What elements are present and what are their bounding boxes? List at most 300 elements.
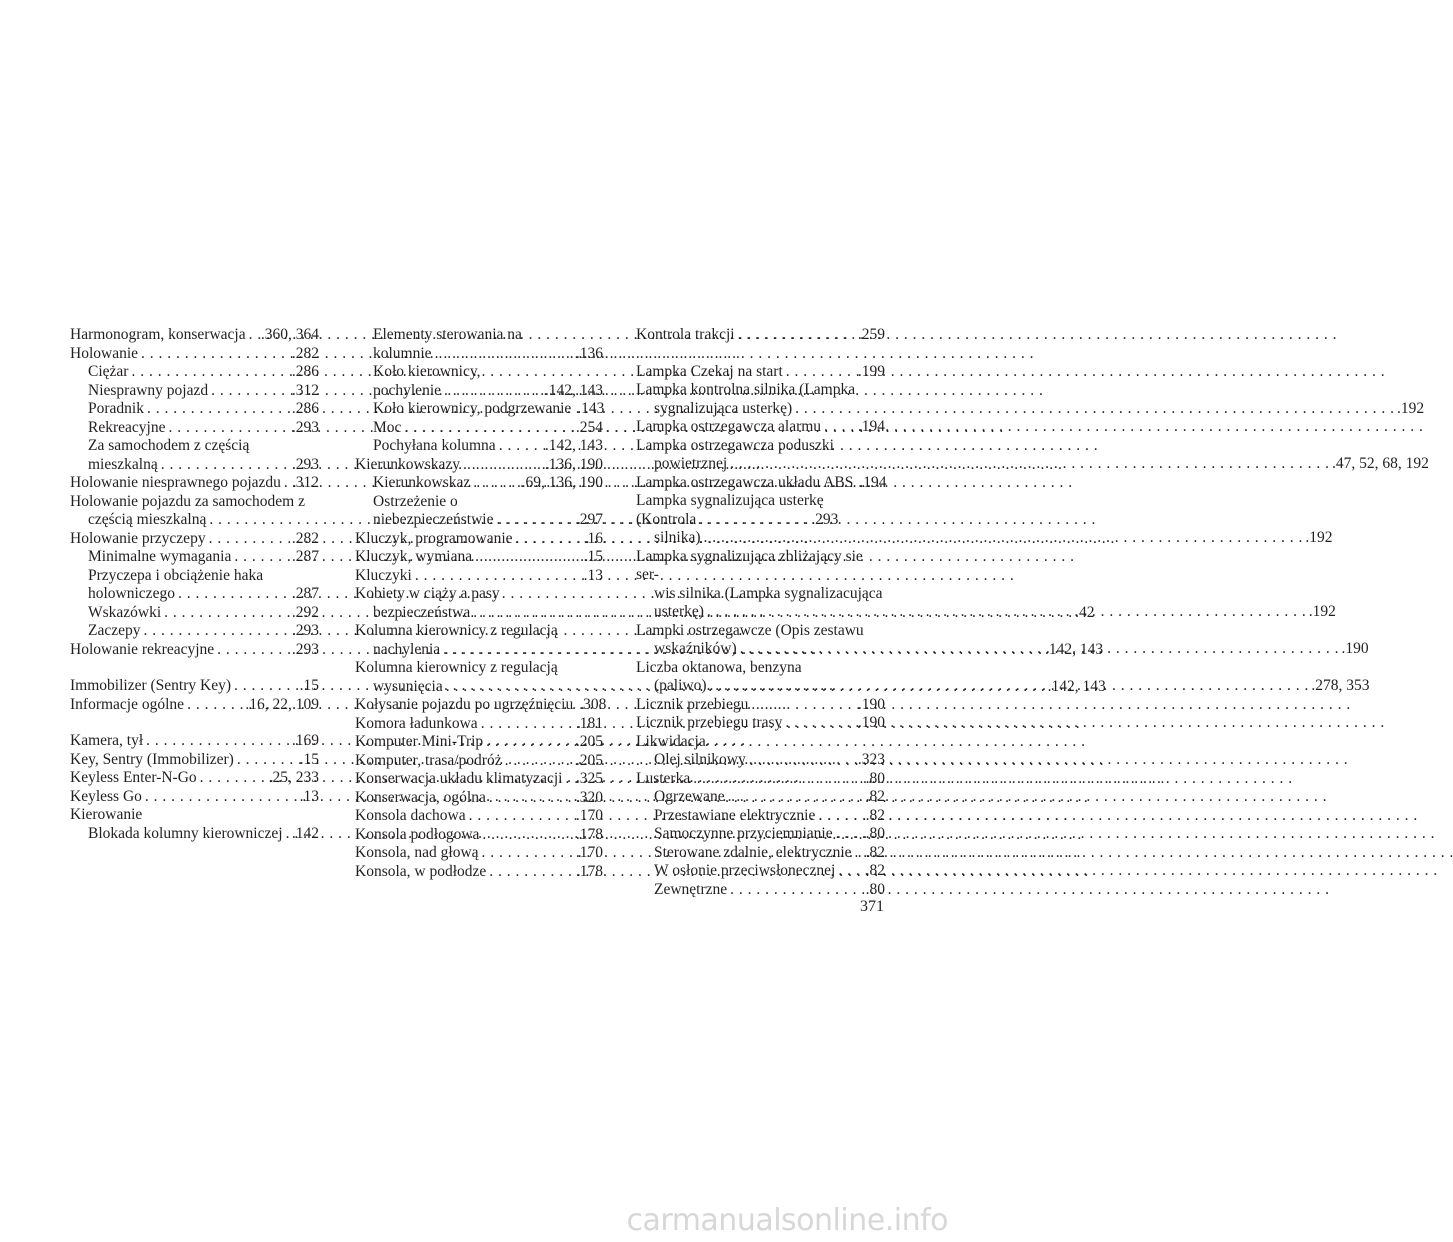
index-subentry [636,825,885,844]
index-entry-line [373,474,603,493]
entry-term-first-line: Lampka ostrzegawcza poduszki [636,436,834,454]
dot-leader [836,825,863,844]
index-entry-line [88,622,319,641]
entry-page-ref: .15 [299,677,319,694]
index-entry [355,826,603,845]
entry-page-ref: .292 [291,603,319,621]
dot-leader [141,345,289,364]
entry-page-ref: .293 [291,622,319,639]
dot-leader [728,788,863,807]
index-entry [355,752,603,771]
index-entry [636,436,1429,474]
entry-term-first-line: Liczba oktanowa, benzyna [636,658,802,676]
entry-page-ref: .170 [575,807,603,824]
index-entry-line [636,529,1333,548]
index-entry-line [70,530,319,549]
entry-page-ref: .192 [1397,399,1425,417]
entry-page-ref: .323 [857,751,885,768]
entry-page-ref: .205 [575,751,603,769]
entry-term: Zewnętrzne [654,880,728,898]
index-entry-line [654,751,885,770]
entry-page-ref: .25, 233 [268,769,319,786]
entry-page-ref: .308 [579,696,607,713]
entry-page-ref: .312 [291,474,319,491]
dot-leader [475,548,581,567]
entry-term: Holowanie [70,344,139,362]
index-entry-line [636,696,885,715]
dot-leader [168,419,288,438]
entry-term: Konsola podłogowa [355,825,480,843]
entry-term-first-line: Elementy sterowania na [373,326,522,343]
entry-page-ref: .170 [575,844,603,861]
entry-term: Ogrzewane [654,788,725,805]
index-subentry [355,363,603,400]
entry-term: Lampka ostrzegawcza układu ABS [636,473,854,491]
dot-leader [481,715,573,734]
entry-page-ref: .82 [865,862,885,879]
dot-leader [730,881,862,900]
dot-leader [187,696,242,715]
entry-page-ref: .136 [575,344,603,362]
index-entry [636,696,885,715]
index-entry [355,456,603,475]
entry-term: Keyless Enter-N-Go [70,769,197,786]
entry-term: Olej silnikowy [654,751,746,768]
entry-term: (paliwo) [654,677,707,694]
index-entry [70,474,319,493]
entry-term: Kontrola trakcji [636,326,735,343]
index-entry-line [373,345,603,364]
dot-leader [145,788,297,807]
entry-term: Komputer, trasa/podróż [355,751,502,769]
dot-leader [234,677,297,696]
entry-term: Lampka ostrzegawcza alarmu [636,418,822,435]
dot-leader [710,677,1309,694]
index-entry-line [88,419,319,438]
index-entry-line [70,326,319,345]
entry-term: Lusterka [636,769,691,787]
index-subentry [70,382,319,401]
entry-term: powietrznej [654,455,728,472]
entry-page-ref: .190 [1341,640,1369,657]
entry-term: Kluczyk, wymiana [355,548,473,565]
dot-leader [284,474,289,493]
entry-term: Niesprawny pojazd [88,381,209,399]
entry-page-ref: .259 [857,326,885,343]
entry-term: Kołysanie pojazdu po ugrzęźnięciu [355,696,574,713]
entry-page-ref: .287 [291,585,319,602]
entry-term: Holowanie przyczepy [70,529,206,547]
index-entry [355,807,603,826]
entry-page-ref: .16 [583,529,603,547]
entry-term: Kamera, tył [70,732,144,749]
index-entry [70,806,319,825]
entry-page-ref: .80 [865,825,885,842]
index-entry-line [355,789,603,808]
entry-term: Harmonogram, konserwacja [70,326,246,343]
dot-leader [730,455,1329,472]
section-gap [70,659,319,677]
entry-term-first-line: Za samochodem z częścią [88,437,250,454]
entry-page-ref: .360, 364 [260,326,319,343]
entry-page-ref: .325 [575,770,603,787]
entry-term-second-line: wis silnika (Lampka sygnalizacująca [654,584,883,602]
entry-page-ref: .190 [857,714,885,731]
index-entry [70,677,319,696]
entry-term-first-line: Kobiety w ciąży a pasy [355,585,500,602]
dot-leader [824,418,855,437]
entry-term: Licznik przebiegu trasy [636,714,783,731]
index-subentry [636,807,885,826]
entry-term: Komora ładunkowa [355,714,478,732]
index-entry [70,530,319,549]
entry-term-first-line: Lampka sygnalizująca zbliżający sie ser- [636,547,863,583]
index-entry-line [70,769,319,788]
entry-page-ref: .169 [291,732,319,749]
entry-term: Moc [373,418,402,436]
entry-term: Keyless Go [70,787,142,805]
dot-leader [404,419,572,438]
dot-leader [751,696,855,715]
entry-term: Blokada kolumny kierowniczej [88,824,283,842]
index-entry-line [88,382,319,401]
index-entry-line [355,826,603,845]
dot-leader [497,511,573,530]
dot-leader [704,529,1303,546]
dot-leader [795,400,1394,417]
entry-term-first-line: Przyczepa i obciążenie haka [88,566,264,584]
index-subentry [70,825,319,844]
index-entry-line [636,474,885,493]
section-gap [70,714,319,732]
index-entry-line [70,677,319,696]
dot-leader [164,604,289,623]
index-entry-line [355,715,603,734]
entry-term: Poradnik [88,400,144,417]
entry-term-first-line: Kolumna kierownicy z regulacją [355,622,558,639]
index-entry [355,715,603,734]
dot-leader [855,844,863,863]
index-entry-line [70,732,319,751]
entry-term: Kluczyki [355,566,412,584]
entry-page-ref: .282 [291,344,319,362]
index-entry-line [88,585,319,604]
index-entry [70,788,319,807]
entry-page-ref: .287 [291,548,319,565]
entry-term: W osłonie przeciwsłonecznej [654,862,836,879]
index-entry-line [355,696,607,715]
dot-leader [178,585,289,604]
index-entry-line [70,641,319,660]
entry-term-first-line: Ostrzeżenie o [373,492,458,510]
entry-term: holowniczego [88,585,175,602]
dot-leader [249,326,258,345]
entry-term-first-line: Lampka sygnalizująca usterkę (Kontrola [636,492,824,528]
entry-term: wysunięcia [373,677,443,695]
entry-page-ref: .194 [859,473,887,491]
index-entry [70,326,319,345]
dot-leader [237,751,297,770]
entry-term: wskaźników) [654,640,737,657]
index-entry-line [355,770,603,789]
dot-leader [286,825,289,844]
index-entry-line [88,400,319,419]
index-subentry [355,437,603,456]
index-entry [355,733,603,752]
index-subentry [70,604,319,623]
index-entry [70,345,319,364]
entry-term: Kierunkowskazy [355,455,461,473]
entry-page-ref: .293 [811,511,839,528]
dot-leader [146,732,289,751]
entry-term-first-line: Likwidacja [636,732,706,750]
index-subentry [70,363,319,382]
index-entry-line [636,363,885,382]
dot-leader [838,862,862,881]
entry-term: Kluczyk, programowanie [355,529,513,547]
entry-page-ref: .142, 143 [1045,640,1104,658]
dot-leader [489,863,573,882]
dot-leader [435,345,573,364]
index-entry [636,733,885,752]
dot-leader [444,382,542,401]
dot-leader [693,770,862,789]
entry-page-ref: .15 [583,548,603,565]
index-subentry [636,844,885,863]
dot-leader [786,363,855,382]
index-subentry [70,400,319,419]
index-subentry [636,751,885,770]
dot-leader [131,363,288,382]
dot-leader [489,789,573,808]
index-subentry [70,548,319,567]
entry-page-ref: .312 [291,381,319,399]
index-entry-line [88,604,319,623]
index-entry-line [654,844,885,863]
entry-page-ref: .293 [291,455,319,473]
index-entry [355,567,603,586]
entry-term: sygnalizująca usterkę) [654,399,793,417]
dot-leader [217,641,289,660]
entry-page-ref: .181 [575,714,603,732]
index-entry-line [373,419,603,438]
entry-term: Konsola, nad głową [355,844,479,861]
entry-page-ref: .192 [1305,529,1333,546]
entry-page-ref: .278, 353 [1311,677,1370,694]
index-entry-line [636,418,885,437]
index-entry-line [355,530,603,549]
index-entry-line [654,807,885,826]
index-entry [70,641,319,660]
dot-leader [738,326,855,345]
index-entry-line [373,400,603,419]
entry-term-first-line: Holowanie pojazdu za samochodem z [70,492,305,510]
index-entry [636,714,885,733]
entry-term: Konsola dachowa [355,807,466,824]
index-entry-line [70,696,319,715]
index-entry [70,696,319,715]
index-entry [355,696,607,715]
index-subentry [355,419,603,438]
index-entry-line [355,567,603,586]
dot-leader [707,603,1306,620]
entry-term: Lampka Czekaj na start [636,362,783,380]
entry-term-first-line: Koło kierownicy, [373,363,481,380]
index-entry [355,770,603,789]
index-entry-line [355,456,603,475]
dot-leader [200,769,266,788]
dot-leader [785,714,855,733]
entry-page-ref: .47, 52, 68, 192 [1332,455,1429,472]
entry-term: Holowanie rekreacyjne [70,640,215,658]
dot-leader [147,400,289,419]
index-entry-line [654,825,885,844]
index-subentry [70,622,319,641]
index-entry [70,751,319,770]
entry-page-ref: .297 [575,511,603,528]
index-entry-line [636,399,1425,419]
index-entry-line [654,862,885,881]
entry-term-first-line: Lampki ostrzegawcze (Opis zestawu [636,621,864,639]
index-subentry [355,493,603,530]
entry-term: Koło kierownicy, podgrzewanie [373,400,572,417]
index-entry [636,363,885,382]
entry-page-ref: .192 [1308,603,1336,620]
dot-leader [209,530,289,549]
dot-leader [234,548,289,567]
dot-leader [161,456,289,475]
index-entry [636,474,885,493]
index-entry-line [70,751,319,770]
index-subentry [70,567,319,604]
index-entry-line [70,345,319,364]
index-entry-line [88,456,319,475]
entry-page-ref: .178 [575,862,603,880]
index-entry-line [355,844,603,863]
entry-page-ref: .293 [291,640,319,658]
entry-term: usterkę) [654,603,704,620]
index-subentry [70,437,319,474]
entry-page-ref: .142, 143 [1047,677,1106,695]
entry-term-first-line: Kolumna kierownicy z regulacją [355,659,558,676]
dot-leader [463,456,542,475]
index-entry-line [355,863,603,882]
section-gap [636,345,885,363]
entry-term: Pochyłana kolumna [373,437,496,454]
entry-term: niebezpieczeństwie [373,511,494,528]
index-entry [70,769,319,788]
index-subentry [355,400,603,419]
index-entry-line [70,788,319,807]
dot-leader [749,751,855,770]
index-entry [355,844,603,863]
entry-term: silnika) [654,529,701,546]
entry-term: Komputer Mini-Trip [355,733,484,750]
watermark: carmanualsonline.info [626,1203,948,1238]
index-entry [636,326,885,345]
entry-page-ref: .16, 22, 109 [245,695,319,713]
entry-page-ref: .282 [291,529,319,547]
entry-page-ref: .286 [291,363,319,380]
entry-term: Zaczepy [88,622,141,639]
entry-page-ref: .293 [291,418,319,436]
entry-page-ref: .286 [291,400,319,417]
entry-term: Ciężar [88,363,129,380]
index-entry [636,418,885,437]
entry-term: Licznik przebiegu [636,695,749,713]
index-subentry [355,326,603,363]
entry-page-ref: .320 [575,788,603,806]
entry-page-ref: .194 [857,418,885,435]
dot-leader [565,770,572,789]
index-entry-line [88,825,319,844]
entry-term: Konserwacja układu klimatyzacji [355,770,563,787]
entry-page-ref: .178 [575,825,603,843]
entry-term: kolumnie [373,344,432,362]
index-entry-line [355,733,603,752]
entry-page-ref: .15 [299,750,319,768]
index-entry [355,789,603,808]
index-subentry [355,474,603,493]
index-entry-line [654,881,885,900]
index-entry [355,548,603,567]
entry-page-ref: .69, 136, 190 [521,474,603,491]
entry-term: Wskazówki [88,603,162,621]
entry-term: Konserwacja, ogólna [355,788,486,806]
index-entry [70,732,319,751]
entry-term: Samoczynne przyciemnianie [654,825,833,842]
entry-page-ref: .136, 190 [544,455,603,473]
entry-term: mieszkalną [88,455,158,473]
dot-leader [415,567,581,586]
entry-page-ref: .142 [291,824,319,842]
index-entry-line [355,752,603,771]
entry-page-ref: .142, 143 [544,381,603,399]
entry-term: Sterowane zdalnie, elektrycznie [654,843,852,861]
entry-page-ref: .82 [865,806,885,824]
entry-term: Przestawiane elektrycznie [654,806,816,824]
index-entry-line [355,548,603,567]
index-entry [636,770,885,789]
entry-term: Kierunkowskaz [373,474,471,491]
index-entry-line [654,788,885,807]
dot-leader [818,807,862,826]
entry-page-ref: .199 [857,362,885,380]
index-entry [355,863,603,882]
entry-term: nachylenia [373,640,441,658]
page-number: 371 [860,898,884,915]
entry-page-ref: .80 [865,769,885,787]
entry-page-ref: .82 [865,788,885,805]
entry-term: pochylenie [373,381,442,399]
entry-page-ref: .13 [299,787,319,805]
entry-page-ref: .190 [857,695,885,713]
dot-leader [505,752,573,771]
index-entry-line [373,511,603,530]
entry-term: Informacje ogólne [70,695,185,713]
dot-leader [469,807,573,826]
index-entry-line [88,363,319,382]
dot-leader [473,474,518,493]
entry-page-ref: .42 [1075,603,1095,621]
dot-leader [482,826,572,845]
entry-term: Immobilizer (Sentry Key) [70,677,231,694]
index-subentry [636,862,885,881]
dot-leader [211,382,289,401]
index-entry [636,492,1333,548]
entry-term-first-line: Lampka kontrolna silnika (Lampka [636,381,856,398]
entry-page-ref: .13 [583,566,603,584]
